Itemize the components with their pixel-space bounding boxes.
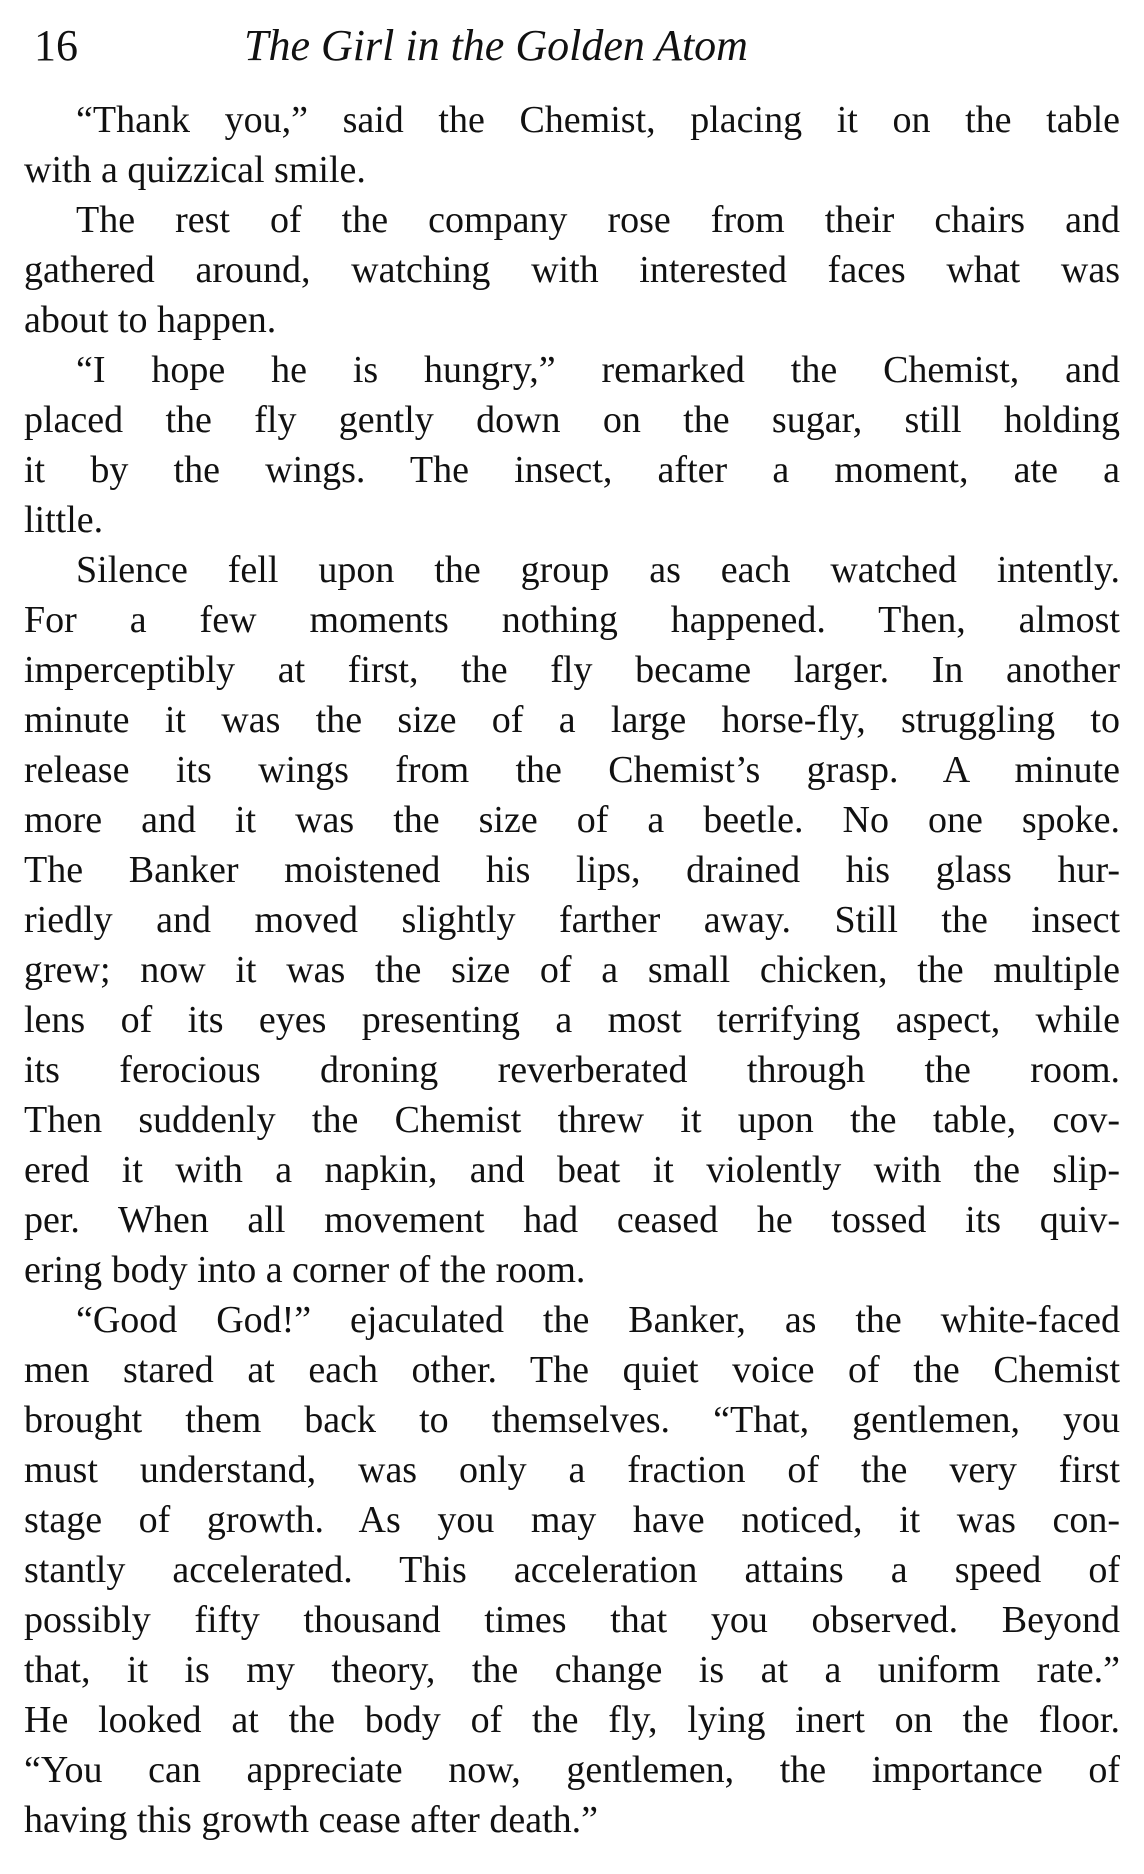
text-line: “You can appreciate now, gentlemen, the importance of xyxy=(24,1749,1120,1791)
text-line: Silence fell upon the group as each watched intently. xyxy=(76,549,1120,591)
text-line: men stared at each other. The quiet voice of the Chemist xyxy=(24,1349,1120,1391)
text-line: its ferocious droning reverberated through the room. xyxy=(24,1049,1120,1091)
text-line: with a quizzical smile. xyxy=(24,149,366,191)
text-line: minute it was the size of a large horse-fly, struggling to xyxy=(24,699,1120,741)
text-line: stage of growth. As you may have noticed, it was con- xyxy=(24,1499,1120,1541)
text-line: possibly fifty thousand times that you observed. Beyond xyxy=(24,1599,1120,1641)
text-line: grew; now it was the size of a small chicken, the multiple xyxy=(24,949,1120,991)
text-line: that, it is my theory, the change is at a uniform rate.” xyxy=(24,1649,1120,1691)
text-line: The Banker moistened his lips, drained his glass hur- xyxy=(24,849,1120,891)
text-line: The rest of the company rose from their chairs and xyxy=(76,199,1120,241)
running-head xyxy=(24,14,1120,78)
text-line: imperceptibly at first, the fly became larger. In another xyxy=(24,649,1120,691)
text-line: gathered around, watching with interested faces what was xyxy=(24,249,1120,291)
text-line: release its wings from the Chemist’s grasp. A minute xyxy=(24,749,1120,791)
text-line: “Thank you,” said the Chemist, placing it on the table xyxy=(76,99,1120,141)
text-line: about to happen. xyxy=(24,299,277,341)
text-line: placed the fly gently down on the sugar, still holding xyxy=(24,399,1120,441)
text-line: stantly accelerated. This acceleration attains a speed of xyxy=(24,1549,1120,1591)
text-line: riedly and moved slightly farther away. Still the insect xyxy=(24,899,1120,941)
text-line: “Good God!” ejaculated the Banker, as the white-faced xyxy=(76,1299,1120,1341)
text-line: ered it with a napkin, and beat it violently with the slip- xyxy=(24,1149,1120,1191)
text-line: having this growth cease after death.” xyxy=(24,1799,598,1841)
text-line: ering body into a corner of the room. xyxy=(24,1249,586,1291)
text-line: “I hope he is hungry,” remarked the Chemist, and xyxy=(76,349,1120,391)
text-line: must understand, was only a fraction of the very first xyxy=(24,1449,1120,1491)
text-line: Then suddenly the Chemist threw it upon the table, cov- xyxy=(24,1099,1120,1141)
text-line: little. xyxy=(24,499,104,541)
text-line: For a few moments nothing happened. Then, almost xyxy=(24,599,1120,641)
text-line: brought them back to themselves. “That, gentlemen, you xyxy=(24,1399,1120,1441)
text-line: lens of its eyes presenting a most terrifying aspect, while xyxy=(24,999,1120,1041)
text-line: per. When all movement had ceased he tossed its quiv- xyxy=(24,1199,1120,1241)
body-text xyxy=(24,95,1120,1845)
text-line: He looked at the body of the fly, lying inert on the floor. xyxy=(24,1699,1120,1741)
text-line: more and it was the size of a beetle. No one spoke. xyxy=(24,799,1120,841)
text-line: it by the wings. The insect, after a moment, ate a xyxy=(24,449,1120,491)
book-page xyxy=(24,0,1120,1874)
page-number: 16 xyxy=(34,21,78,70)
book-title: The Girl in the Golden Atom xyxy=(244,21,748,70)
